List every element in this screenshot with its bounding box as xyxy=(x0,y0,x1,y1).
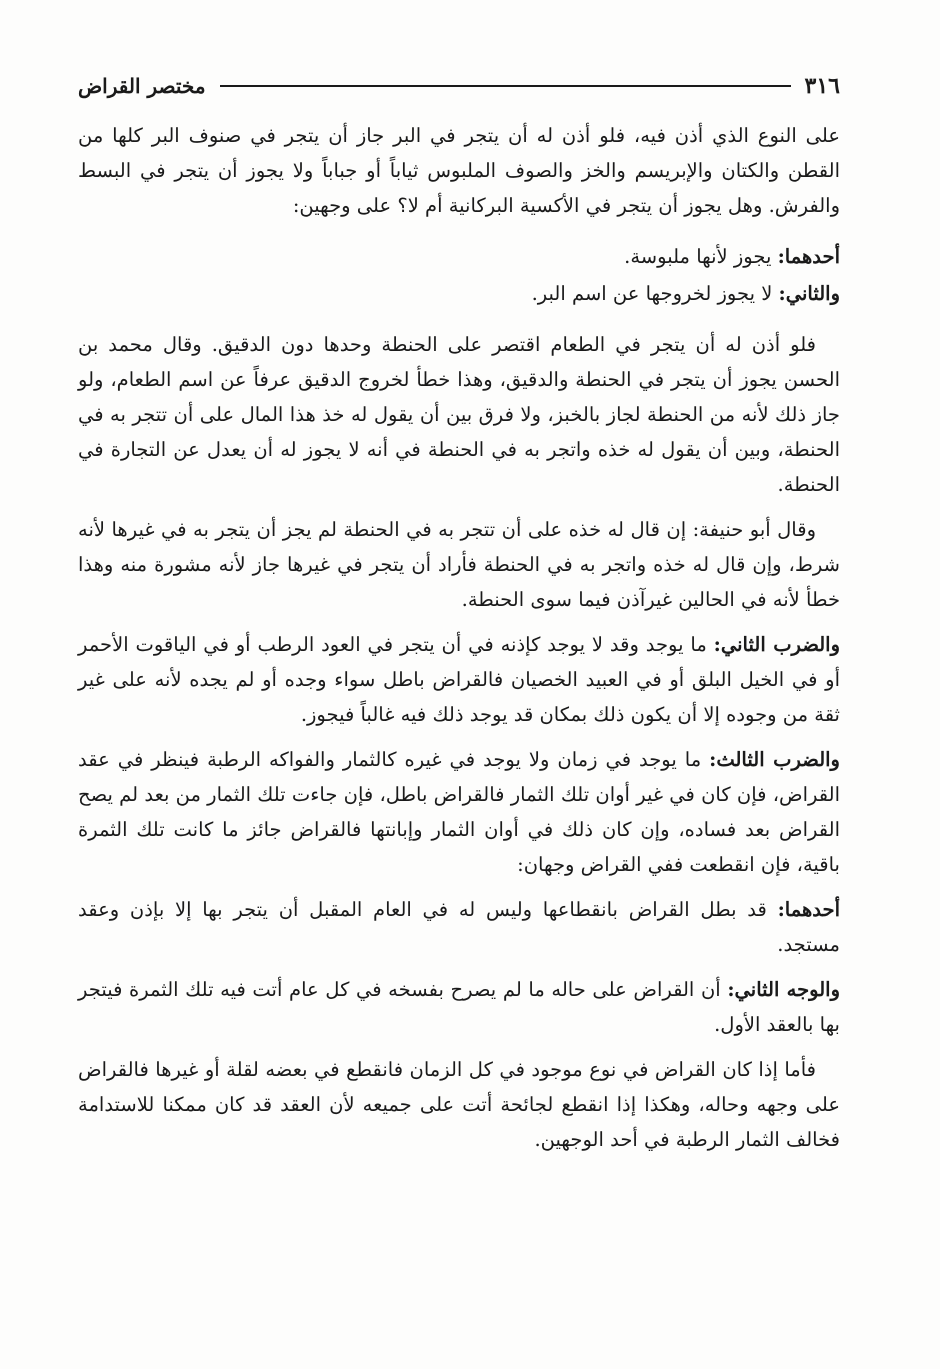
paragraph-1 xyxy=(78,118,840,223)
paragraph-8 xyxy=(78,892,840,962)
paragraph-text: ما يوجد في زمان ولا يوجد في غيره كالثمار والفواكه الرطبة فينظر في عقد القراض، فإن كان في غير أوان تلك الثمار فالقراض باطل، فإن جاءت تلك الثمار من بعد لم يصح القراض بعد فساده، وإن كان ذلك في أوان الثمار وإبانتها فالقراض جائز ما كانت تلك الثمرة باقية، فإن انقطعت ففي القراض وجهان: xyxy=(78,748,840,876)
paragraph-lead: والثاني: xyxy=(778,282,840,305)
paragraph-9 xyxy=(78,972,840,1042)
paragraph-7 xyxy=(78,742,840,882)
paragraph-text: ما يوجد وقد لا يوجد كإذنه في أن يتجر في العود الرطب أو في الياقوت الأحمر أو في الخيل البلق أو في العبيد الخصيان فالقراض باطل سواء وجده أو لم يجده لأنه على غير ثقة من وجوده إلا أن يكون ذلك بمكان قد يوجد ذلك فيه غالباً فيجوز. xyxy=(78,633,840,726)
page-body xyxy=(78,118,840,1167)
running-title: مختصر القراض xyxy=(78,74,206,98)
paragraph-text: لا يجوز لخروجها عن اسم البر. xyxy=(531,282,779,305)
paragraph-text: قد بطل القراض بانقطاعها وليس له في العام المقبل أن يتجر بها إلا بإذن وعقد مستجد. xyxy=(78,898,840,956)
paragraph-lead: أحدهما: xyxy=(777,898,840,921)
paragraph-3 xyxy=(78,276,840,311)
paragraph-6 xyxy=(78,627,840,732)
paragraph-text: فلو أذن له أن يتجر في الطعام اقتصر على الحنطة وحدها دون الدقيق. وقال محمد بن الحسن يجوز أن يتجر في الحنطة والدقيق، وهذا خطأ لخروج الدقيق عرفاً عن اسم الطعام، ولو جاز ذلك لأنه من الحنطة لجاز بالخبز، ولا فرق بين أن يقول له خذ هذا المال على أن تتجر به في الحنطة، وبين أن يقول له خذه واتجر به في الحنطة في أنه لا يجوز له أن يعدل عن التجارة في الحنطة. xyxy=(78,333,840,496)
paragraph-text: على النوع الذي أذن فيه، فلو أذن له أن يتجر في البر جاز أن يتجر في صنوف البر كلها من القطن والكتان والإبريسم والخز والصوف الملبوس ثياباً أو جباباً ولا يجوز أن يتجر في البسط والفرش. وهل يجوز أن يتجر في الأكسية البركانية أم لا؟ على وجهين: xyxy=(78,124,840,217)
page-number: ٣١٦ xyxy=(804,73,840,99)
paragraph-5 xyxy=(78,512,840,617)
paragraph-4 xyxy=(78,327,840,502)
paragraph-2 xyxy=(78,239,840,274)
paragraph-lead: والوجه الثاني: xyxy=(727,978,840,1001)
paragraph-lead: والضرب الثاني: xyxy=(713,633,841,656)
paragraph-text: فأما إذا كان القراض في نوع موجود في كل الزمان فانقطع في بعضه لقلة أو غيرها فالقراض على وجهه وحاله، وهكذا إذا انقطع لجائحة أتت على جميعه لأن العقد قد كان ممكنا للاستدامة فخالف الثمار الرطبة في أحد الوجهين. xyxy=(78,1058,840,1151)
header-rule xyxy=(220,85,791,87)
page-header xyxy=(78,66,840,106)
paragraph-text: أن القراض على حاله ما لم يصرح بفسخه في كل عام أتت فيه تلك الثمرة فيتجر بها بالعقد الأول. xyxy=(78,978,840,1036)
paragraph-lead: والضرب الثالث: xyxy=(709,748,840,771)
paragraph-text: يجوز لأنها ملبوسة. xyxy=(624,245,778,268)
paragraph-text: وقال أبو حنيفة: إن قال له خذه على أن تتجر به في الحنطة لم يجز أن يتجر به في غيرها لأنه شرط، وإن قال له خذه واتجر به في الحنطة فأراد أن يتجر في غيرها جاز لأنه مشورة منه وهذا خطأ لأنه في الحالين غيرآذن فيما سوى الحنطة. xyxy=(78,518,840,611)
paragraph-10 xyxy=(78,1052,840,1157)
paragraph-lead: أحدهما: xyxy=(777,245,840,268)
